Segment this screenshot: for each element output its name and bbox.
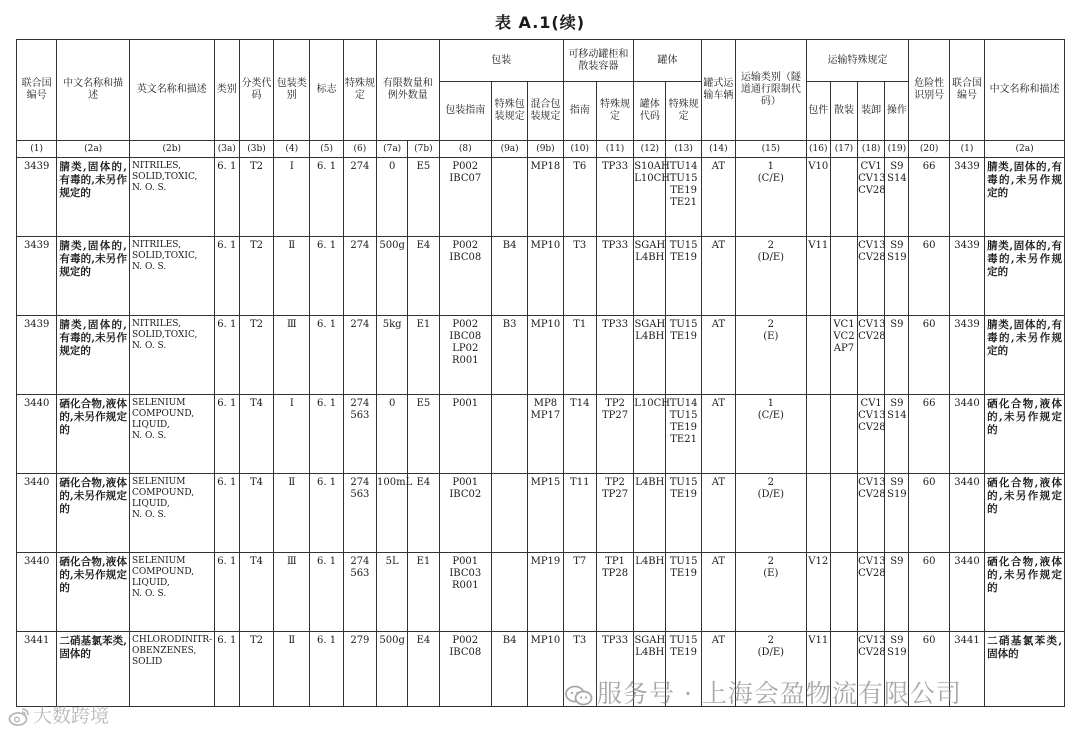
excepted-qty-cell: E1	[408, 553, 439, 632]
class-cell: 6. 1	[214, 632, 239, 707]
name-en-cell: NITRILES, SOLID,TOXIC, N. O. S.	[129, 158, 214, 237]
st-loading-cell: CV1 CV13 CV28	[858, 395, 885, 474]
column-number: (3a)	[214, 141, 239, 158]
excepted-qty-cell: E4	[408, 474, 439, 553]
column-number: (9a)	[491, 141, 527, 158]
name-cn-cell: 腈类,固体的,有毒的,未另作规定的	[57, 158, 130, 237]
pt-instructions-cell: T14	[563, 395, 596, 474]
hazard-id-cell: 60	[909, 632, 949, 707]
header-hazard-id: 危险性识别号	[909, 40, 949, 141]
mixed-pack-cell: MP18	[528, 158, 563, 237]
class-code-cell: T2	[239, 158, 273, 237]
special-pack-cell	[491, 395, 527, 474]
weibo-icon	[8, 707, 30, 727]
pt-special-cell: TP1 TP28	[596, 553, 633, 632]
st-loading-cell: CV13 CV28	[858, 553, 885, 632]
name-cn-cell: 腈类,固体的,有毒的,未另作规定的	[57, 237, 130, 316]
label-cell: 6. 1	[310, 316, 343, 395]
special-provisions-cell: 274	[343, 237, 376, 316]
excepted-qty-cell: E4	[408, 632, 439, 707]
column-number: (6)	[343, 141, 376, 158]
header-tank-vehicle: 罐式运输车辆	[701, 40, 735, 141]
column-number: (17)	[830, 141, 857, 158]
tank-special-cell: TU15 TE19	[666, 316, 701, 395]
class-code-cell: T2	[239, 237, 273, 316]
st-loading-cell: CV1 CV13 CV28	[858, 158, 885, 237]
un-number-end-cell: 3439	[949, 158, 984, 237]
header-tank-code: 罐体代码	[634, 82, 666, 141]
name-cn-cell: 硒化合物,液体的,未另作规定的	[57, 553, 130, 632]
header-special-pack: 特殊包装规定	[491, 82, 527, 141]
header-limited-quantity: 有限数量和例外数量	[377, 40, 440, 141]
pt-instructions-cell: T1	[563, 316, 596, 395]
column-number: (18)	[858, 141, 885, 158]
pack-instructions-cell: P002 IBC08	[439, 632, 491, 707]
column-number: (20)	[909, 141, 949, 158]
limited-qty-cell: 500g	[377, 632, 408, 707]
st-loading-cell: CV13 CV28	[858, 474, 885, 553]
tank-special-cell: TU15 TE19	[666, 632, 701, 707]
un-number-cell: 3441	[17, 632, 57, 707]
un-number-end-cell: 3440	[949, 553, 984, 632]
table-row	[17, 474, 1065, 553]
st-operation-cell: S9 S19	[885, 632, 909, 707]
mixed-pack-cell: MP10	[528, 632, 563, 707]
class-code-cell: T4	[239, 553, 273, 632]
pack-instructions-cell: P001 IBC03 R001	[439, 553, 491, 632]
un-number-cell: 3440	[17, 553, 57, 632]
column-number: (14)	[701, 141, 735, 158]
limited-qty-cell: 500g	[377, 237, 408, 316]
st-package-cell	[806, 316, 830, 395]
class-code-cell: T2	[239, 316, 273, 395]
packing-group-cell: Ⅰ	[274, 158, 310, 237]
special-provisions-cell: 274 563	[343, 474, 376, 553]
name-en-cell: SELENIUM COMPOUND, LIQUID, N. O. S.	[129, 474, 214, 553]
tank-code-cell: SGAH L4BH	[634, 632, 666, 707]
name-cn-end-cell: 硒化合物,液体的,未另作规定的	[985, 553, 1065, 632]
un-number-cell: 3439	[17, 158, 57, 237]
st-operation-cell: S9 S14	[885, 395, 909, 474]
st-operation-cell: S9	[885, 553, 909, 632]
un-number-cell: 3440	[17, 474, 57, 553]
header-tank: 罐体	[634, 40, 702, 82]
header-name-cn: 中文名称和描述	[57, 40, 130, 141]
class-cell: 6. 1	[214, 158, 239, 237]
pt-instructions-cell: T11	[563, 474, 596, 553]
pt-instructions-cell: T6	[563, 158, 596, 237]
column-number: (19)	[885, 141, 909, 158]
tank-special-cell: TU15 TE19	[666, 553, 701, 632]
table-row	[17, 158, 1065, 237]
table-body	[17, 158, 1065, 707]
limited-qty-cell: 5L	[377, 553, 408, 632]
column-number: (5)	[310, 141, 343, 158]
packing-group-cell: Ⅱ	[274, 237, 310, 316]
hazard-id-cell: 60	[909, 237, 949, 316]
column-number: (8)	[439, 141, 491, 158]
excepted-qty-cell: E5	[408, 395, 439, 474]
un-number-end-cell: 3439	[949, 237, 984, 316]
column-number: (10)	[563, 141, 596, 158]
mixed-pack-cell: MP10	[528, 316, 563, 395]
st-package-cell: V11	[806, 237, 830, 316]
un-number-end-cell: 3440	[949, 395, 984, 474]
label-cell: 6. 1	[310, 553, 343, 632]
column-number: (12)	[634, 141, 666, 158]
st-operation-cell: S9 S14	[885, 158, 909, 237]
service-watermark-text: 服务号 · 上海会盈物流有限公司	[597, 679, 962, 708]
pack-instructions-cell: P001	[439, 395, 491, 474]
limited-qty-cell: 0	[377, 158, 408, 237]
class-cell: 6. 1	[214, 395, 239, 474]
header-packing-group: 包装类别	[274, 40, 310, 141]
tank-special-cell: TU15 TE19	[666, 237, 701, 316]
label-cell: 6. 1	[310, 158, 343, 237]
tank-vehicle-cell: AT	[701, 237, 735, 316]
tank-code-cell: L10CH	[634, 395, 666, 474]
st-bulk-cell	[830, 158, 857, 237]
st-package-cell: V12	[806, 553, 830, 632]
special-provisions-cell: 274	[343, 316, 376, 395]
un-number-end-cell: 3440	[949, 474, 984, 553]
special-provisions-cell: 274 563	[343, 553, 376, 632]
tank-code-cell: SGAH L4BH	[634, 237, 666, 316]
brand-watermark	[8, 701, 109, 728]
hazard-id-cell: 66	[909, 395, 949, 474]
st-bulk-cell	[830, 553, 857, 632]
column-number: (7a)	[377, 141, 408, 158]
st-operation-cell: S9 S19	[885, 237, 909, 316]
dangerous-goods-table	[16, 39, 1065, 707]
pt-special-cell: TP33	[596, 237, 633, 316]
header-name-cn-end: 中文名称和描述	[985, 40, 1065, 141]
transport-category-cell: 1 (C/E)	[736, 395, 807, 474]
tank-code-cell: L4BH	[634, 553, 666, 632]
tank-vehicle-cell: AT	[701, 632, 735, 707]
table-row	[17, 237, 1065, 316]
column-number: (3b)	[239, 141, 273, 158]
special-pack-cell	[491, 474, 527, 553]
tank-special-cell: TU14 TU15 TE19 TE21	[666, 158, 701, 237]
st-loading-cell: CV13 CV28	[858, 632, 885, 707]
un-number-cell: 3439	[17, 316, 57, 395]
un-number-end-cell: 3439	[949, 316, 984, 395]
name-cn-cell: 腈类,固体的,有毒的,未另作规定的	[57, 316, 130, 395]
hazard-id-cell: 60	[909, 553, 949, 632]
header-pack-instructions: 包装指南	[439, 82, 491, 141]
name-en-cell: CHLORODINITR- OBENZENES, SOLID	[129, 632, 214, 707]
service-watermark	[565, 674, 962, 710]
pt-special-cell: TP2 TP27	[596, 395, 633, 474]
header-labels: 标志	[310, 40, 343, 141]
un-number-end-cell: 3441	[949, 632, 984, 707]
st-package-cell	[806, 395, 830, 474]
transport-category-cell: 2 (D/E)	[736, 474, 807, 553]
header-st-loading: 装卸	[858, 82, 885, 141]
pt-special-cell: TP33	[596, 158, 633, 237]
header-class-code: 分类代码	[239, 40, 273, 141]
class-cell: 6. 1	[214, 553, 239, 632]
table-row	[17, 316, 1065, 395]
st-loading-cell: CV13 CV28	[858, 237, 885, 316]
name-en-cell: SELENIUM COMPOUND, LIQUID, N. O. S.	[129, 553, 214, 632]
label-cell: 6. 1	[310, 395, 343, 474]
name-cn-end-cell: 腈类,固体的,有毒的,未另作规定的	[985, 237, 1065, 316]
header-special-transport: 运输特殊规定	[806, 40, 909, 82]
tank-vehicle-cell: AT	[701, 316, 735, 395]
packing-group-cell: Ⅰ	[274, 395, 310, 474]
column-number: (2b)	[129, 141, 214, 158]
pack-instructions-cell: P002 IBC08 LP02 R001	[439, 316, 491, 395]
header-portable-tank: 可移动罐柜和散装容器	[563, 40, 634, 82]
name-cn-cell: 硒化合物,液体的,未另作规定的	[57, 395, 130, 474]
name-en-cell: NITRILES, SOLID,TOXIC, N. O. S.	[129, 316, 214, 395]
st-operation-cell: S9	[885, 316, 909, 395]
mixed-pack-cell: MP15	[528, 474, 563, 553]
name-cn-cell: 二硝基氯苯类,固体的	[57, 632, 130, 707]
packing-group-cell: Ⅲ	[274, 316, 310, 395]
st-package-cell: V11	[806, 632, 830, 707]
column-number: (2a)	[985, 141, 1065, 158]
column-number: (1)	[17, 141, 57, 158]
mixed-pack-cell: MP8 MP17	[528, 395, 563, 474]
st-bulk-cell	[830, 395, 857, 474]
class-cell: 6. 1	[214, 316, 239, 395]
hazard-id-cell: 60	[909, 316, 949, 395]
transport-category-cell: 2 (E)	[736, 553, 807, 632]
pt-special-cell: TP2 TP27	[596, 474, 633, 553]
tank-vehicle-cell: AT	[701, 395, 735, 474]
pack-instructions-cell: P001 IBC02	[439, 474, 491, 553]
tank-code-cell: S10AH L10CH	[634, 158, 666, 237]
packing-group-cell: Ⅱ	[274, 474, 310, 553]
pt-special-cell: TP33	[596, 632, 633, 707]
header-packaging: 包装	[439, 40, 563, 82]
label-cell: 6. 1	[310, 632, 343, 707]
st-loading-cell: CV13 CV28	[858, 316, 885, 395]
special-pack-cell: B4	[491, 237, 527, 316]
special-provisions-cell: 274	[343, 158, 376, 237]
pt-special-cell: TP33	[596, 316, 633, 395]
st-package-cell	[806, 474, 830, 553]
special-pack-cell	[491, 553, 527, 632]
column-number: (2a)	[57, 141, 130, 158]
header-mixed-pack: 混合包装规定	[528, 82, 563, 141]
header-st-bulk: 散装	[830, 82, 857, 141]
table-row	[17, 395, 1065, 474]
column-number: (1)	[949, 141, 984, 158]
header-tank-special: 特殊规定	[666, 82, 701, 141]
class-cell: 6. 1	[214, 474, 239, 553]
column-number: (9b)	[528, 141, 563, 158]
column-number: (15)	[736, 141, 807, 158]
name-cn-cell: 硒化合物,液体的,未另作规定的	[57, 474, 130, 553]
column-number: (7b)	[408, 141, 439, 158]
header-un-no-end: 联合国编号	[949, 40, 984, 141]
header-un-no: 联合国编号	[17, 40, 57, 141]
transport-category-cell: 1 (C/E)	[736, 158, 807, 237]
table-row	[17, 553, 1065, 632]
limited-qty-cell: 0	[377, 395, 408, 474]
hazard-id-cell: 66	[909, 158, 949, 237]
table-title: 表 A.1(续)	[494, 13, 586, 32]
un-number-cell: 3440	[17, 395, 57, 474]
wechat-icon	[565, 684, 593, 706]
header-transport-category: 运输类别（隧道通行限制代码）	[736, 40, 807, 141]
packing-group-cell: Ⅲ	[274, 553, 310, 632]
excepted-qty-cell: E1	[408, 316, 439, 395]
name-cn-end-cell: 硒化合物,液体的,未另作规定的	[985, 474, 1065, 553]
column-number: (11)	[596, 141, 633, 158]
limited-qty-cell: 100mL	[377, 474, 408, 553]
st-bulk-cell: VC1 VC2 AP7	[830, 316, 857, 395]
column-number: (13)	[666, 141, 701, 158]
tank-vehicle-cell: AT	[701, 158, 735, 237]
special-pack-cell: B3	[491, 316, 527, 395]
name-cn-end-cell: 腈类,固体的,有毒的,未另作规定的	[985, 316, 1065, 395]
special-provisions-cell: 279	[343, 632, 376, 707]
label-cell: 6. 1	[310, 474, 343, 553]
tank-code-cell: SGAH L4BH	[634, 316, 666, 395]
excepted-qty-cell: E5	[408, 158, 439, 237]
header-pt-special: 特殊规定	[596, 82, 633, 141]
tank-special-cell: TU15 TE19	[666, 474, 701, 553]
pt-instructions-cell: T3	[563, 237, 596, 316]
brand-watermark-text: 大数跨境	[33, 705, 110, 727]
tank-special-cell: TU14 TU15 TE19 TE21	[666, 395, 701, 474]
mixed-pack-cell: MP10	[528, 237, 563, 316]
name-cn-end-cell: 硒化合物,液体的,未另作规定的	[985, 395, 1065, 474]
pt-instructions-cell: T3	[563, 632, 596, 707]
transport-category-cell: 2 (E)	[736, 316, 807, 395]
special-provisions-cell: 274 563	[343, 395, 376, 474]
column-number: (16)	[806, 141, 830, 158]
header-st-operation: 操作	[885, 82, 909, 141]
packing-group-cell: Ⅱ	[274, 632, 310, 707]
st-package-cell: V10	[806, 158, 830, 237]
class-code-cell: T4	[239, 395, 273, 474]
mixed-pack-cell: MP19	[528, 553, 563, 632]
header-pt-instructions: 指南	[563, 82, 596, 141]
tank-vehicle-cell: AT	[701, 553, 735, 632]
header-name-en: 英文名称和描述	[129, 40, 214, 141]
column-number: (4)	[274, 141, 310, 158]
transport-category-cell: 2 (D/E)	[736, 237, 807, 316]
excepted-qty-cell: E4	[408, 237, 439, 316]
special-pack-cell: B4	[491, 632, 527, 707]
limited-qty-cell: 5kg	[377, 316, 408, 395]
special-pack-cell	[491, 158, 527, 237]
header-st-package: 包件	[806, 82, 830, 141]
st-bulk-cell	[830, 237, 857, 316]
transport-category-cell: 2 (D/E)	[736, 632, 807, 707]
pack-instructions-cell: P002 IBC08	[439, 237, 491, 316]
pt-instructions-cell: T7	[563, 553, 596, 632]
header-special-provisions: 特殊规定	[343, 40, 376, 141]
tank-vehicle-cell: AT	[701, 474, 735, 553]
hazard-id-cell: 60	[909, 474, 949, 553]
st-bulk-cell	[830, 474, 857, 553]
name-en-cell: SELENIUM COMPOUND, LIQUID, N. O. S.	[129, 395, 214, 474]
class-code-cell: T4	[239, 474, 273, 553]
column-number-row	[17, 141, 1065, 158]
name-cn-end-cell: 腈类,固体的,有毒的,未另作规定的	[985, 158, 1065, 237]
st-operation-cell: S9 S19	[885, 474, 909, 553]
pack-instructions-cell: P002 IBC07	[439, 158, 491, 237]
tank-code-cell: L4BH	[634, 474, 666, 553]
header-class: 类别	[214, 40, 239, 141]
un-number-cell: 3439	[17, 237, 57, 316]
name-cn-end-cell: 二硝基氯苯类,固体的	[985, 632, 1065, 707]
class-code-cell: T2	[239, 632, 273, 707]
name-en-cell: NITRILES, SOLID,TOXIC, N. O. S.	[129, 237, 214, 316]
class-cell: 6. 1	[214, 237, 239, 316]
label-cell: 6. 1	[310, 237, 343, 316]
